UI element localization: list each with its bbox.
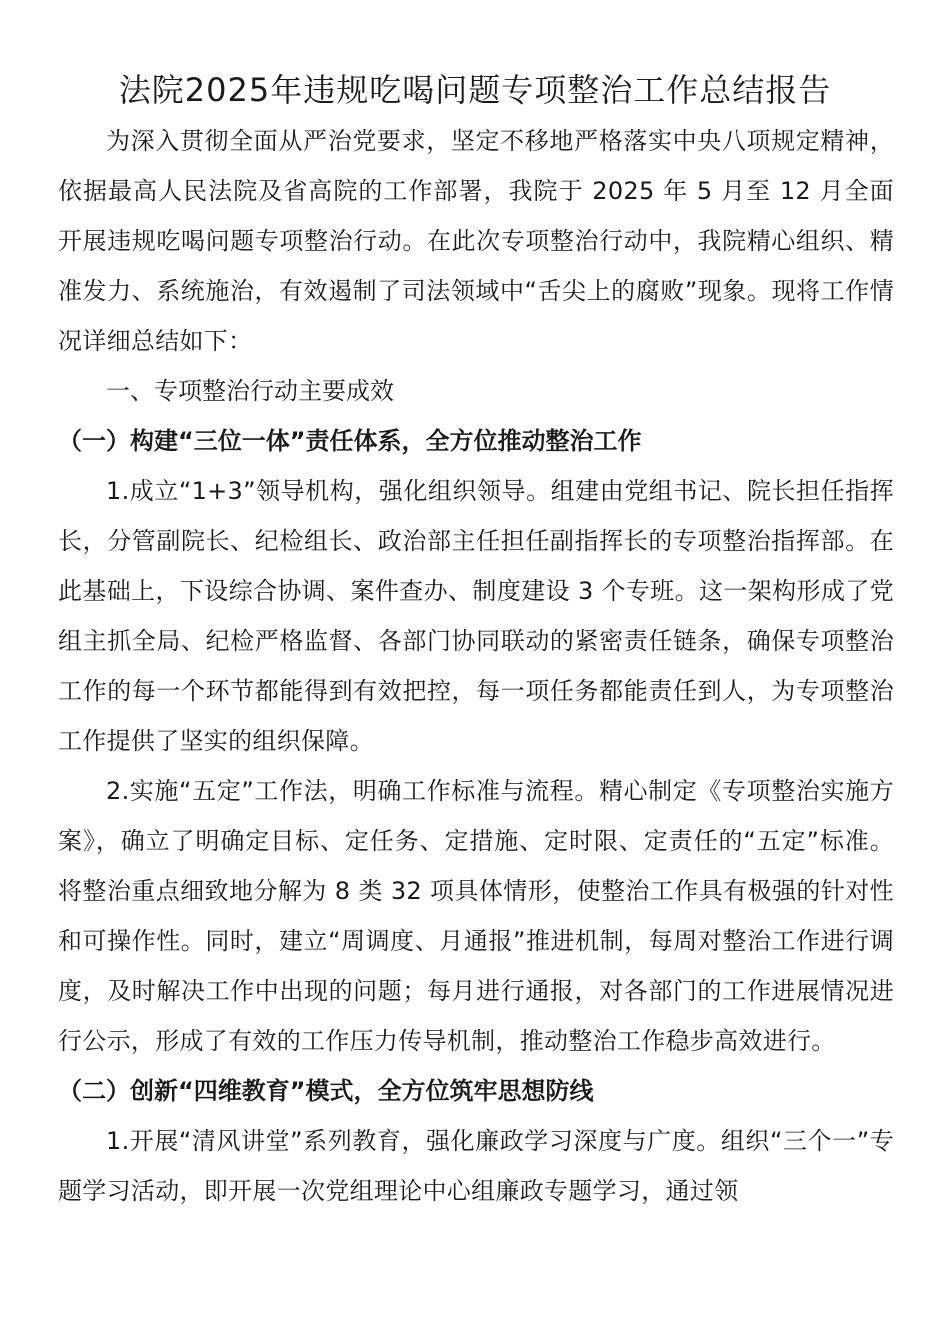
subsection-heading-2: （二）创新“四维教育”模式，全方位筑牢思想防线 <box>58 1077 594 1105</box>
section-heading-1: 一、专项整治行动主要成效 <box>106 377 394 405</box>
subsection-1-item-2: 2.实施“五定”工作法，明确工作标准与流程。精心制定《专项整治实施方案》，确立了明确定目标、定任务、定措施、定时限、定责任的“五定”标准。将整治重点细致地分解为 8 类 32 项具体情形，使整治工作具有极强的针对性和可操作性。同时，建立“周调度、月通报”推进机制，每周对整治工作进行调度，及时解决工作中出现的问题；每月进行通报，对各部门的工作进展情况进行公示，形成了有效的工作压力传导机制，推动整治工作稳步高效进行。 <box>58 777 894 1055</box>
subsection-2-item-1: 1.开展“清风讲堂”系列教育，强化廉政学习深度与广度。组织“三个一”专题学习活动，即开展一次党组理论中心组廉政专题学习，通过领 <box>58 1127 894 1205</box>
subsection-heading-1: （一）构建“三位一体”责任体系，全方位推动整治工作 <box>58 427 642 455</box>
subsection-1-item-1: 1.成立“1+3”领导机构，强化组织领导。组建由党组书记、院长担任指挥长，分管副院长、纪检组长、政治部主任担任副指挥长的专项整治指挥部。在此基础上，下设综合协调、案件查办、制度建设 3 个专班。这一架构形成了党组主抓全局、纪检严格监督、各部门协同联动的紧密责任链条，确保专项整治工作的每一个环节都能得到有效把控，每一项任务都能责任到人，为专项整治工作提供了坚实的组织保障。 <box>58 477 894 755</box>
document-title: 法院2025年违规吃喝问题专项整治工作总结报告 <box>118 71 832 109</box>
document-body <box>58 116 894 1216</box>
intro-paragraph: 为深入贯彻全面从严治党要求，坚定不移地严格落实中央八项规定精神，依据最高人民法院及省高院的工作部署，我院于 2025 年 5 月至 12 月全面开展违规吃喝问题专项整治行动。在此次专项整治行动中，我院精心组织、精准发力、系统施治，有效遏制了司法领域中“舌尖上的腐败”现象。现将工作情况详细总结如下： <box>58 127 894 355</box>
